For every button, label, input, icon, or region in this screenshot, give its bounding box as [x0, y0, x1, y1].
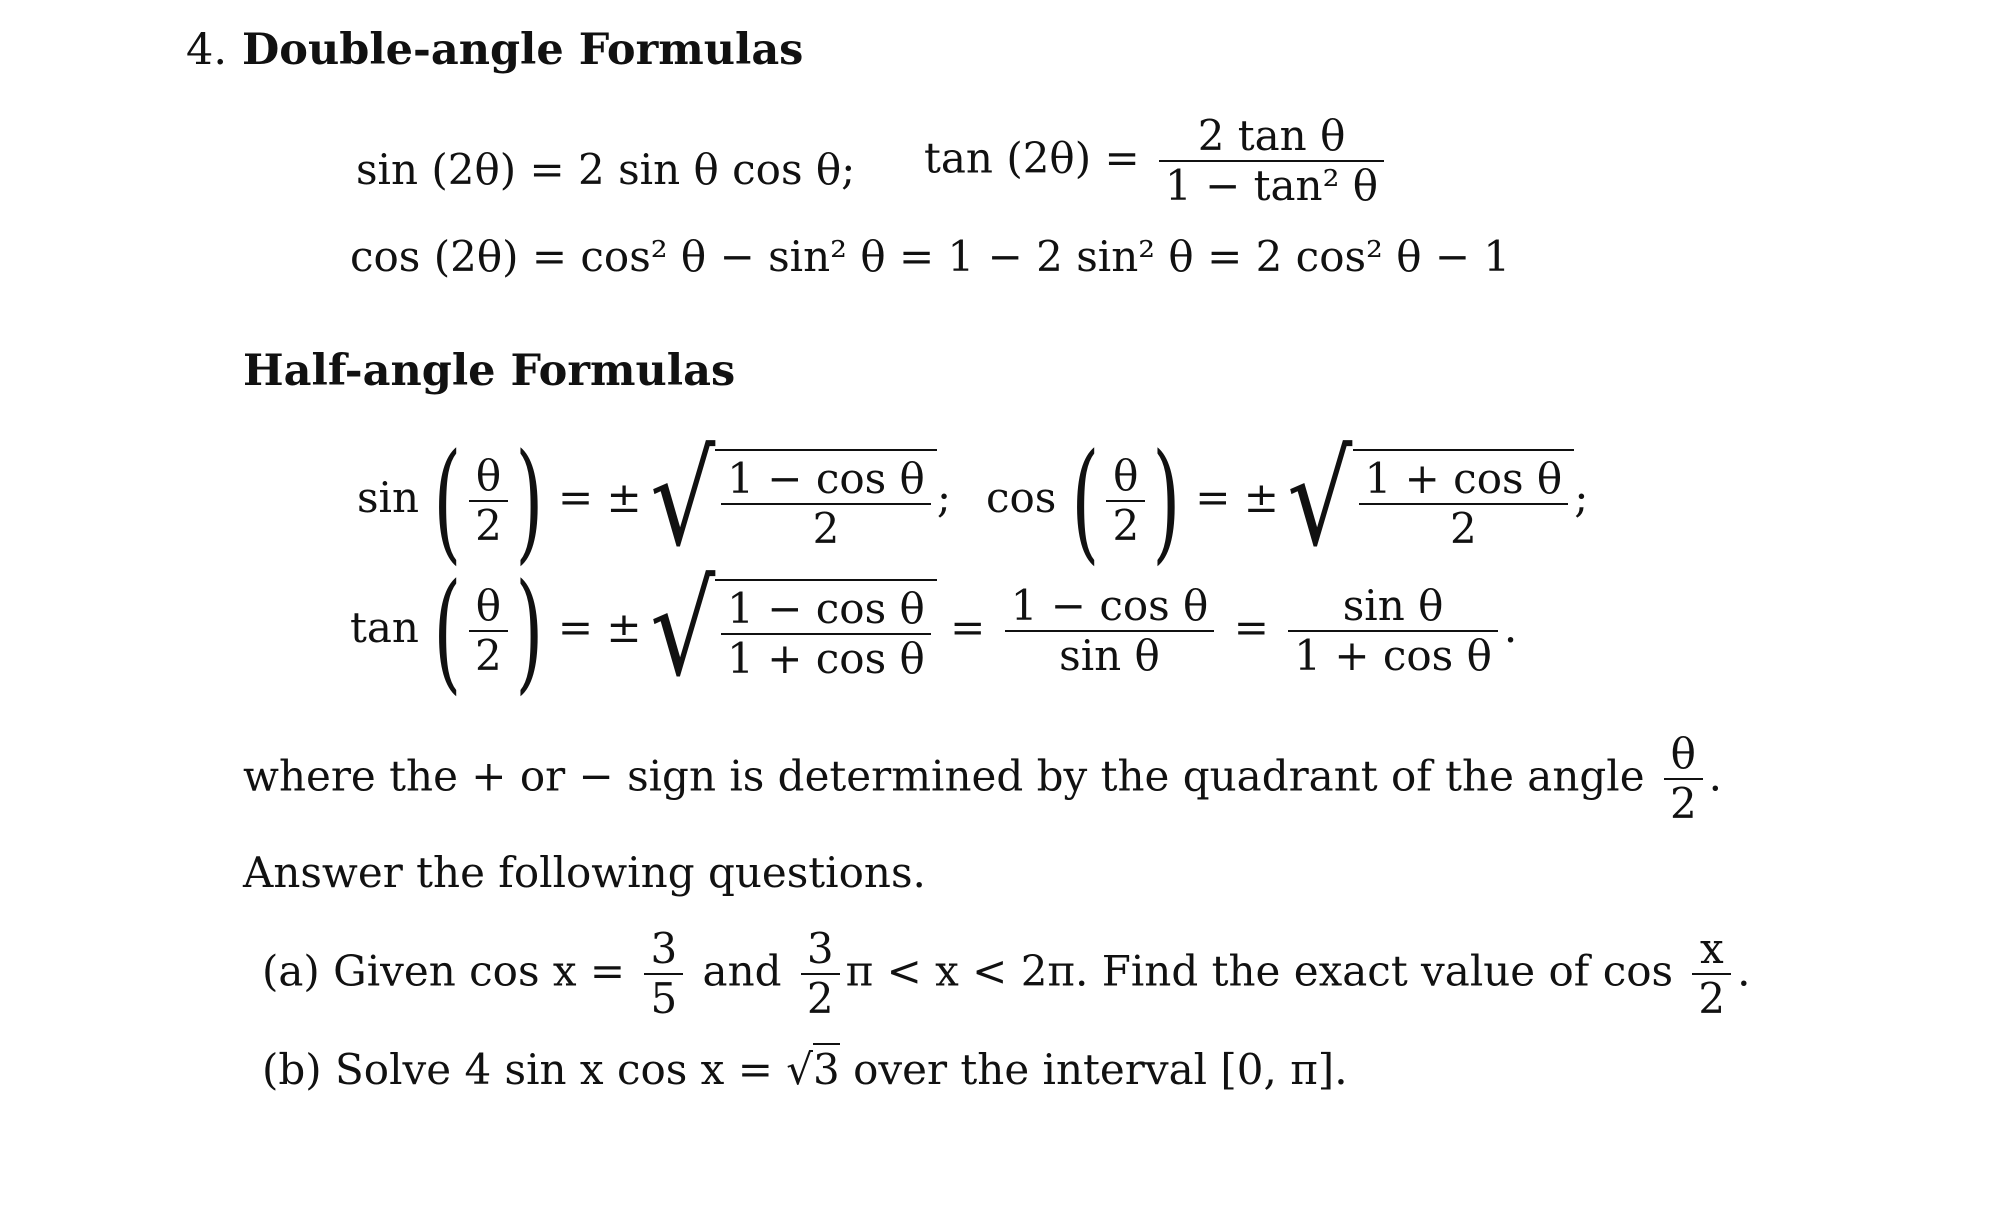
cos-double-angle-formula: cos (2θ) = cos² θ − sin² θ = 1 − 2 sin² θ = 2 cos² θ − 1 [350, 232, 1511, 281]
sin-half-angle-formula: sin ( $\frac{\theta}{2}$ ) = ±√ $\frac{\text{1 − cos θ}}{2}$ ; [357, 425, 952, 577]
note-fraction: $\frac{\theta}{2}$ [1664, 730, 1703, 829]
section-title-double-angle: Double-angle Formulas [242, 25, 804, 75]
sign-note: where the + or − sign is determined by the quadrant of the angle $\frac{\theta}{2}$ . [243, 729, 1723, 829]
problem-number: 4. [186, 25, 228, 75]
theta-over-two: $\frac{\theta}{2}$ [469, 452, 508, 551]
question-label: (b) [262, 1045, 322, 1094]
question-a: (a) Given cos x = $\frac{3}{5}$ and $\frac{3}{2}$ π < x < 2π. Find the exact value of cos $\frac{x}{2}$ . [262, 924, 1751, 1024]
tan-half-fraction-2: $\frac{\text{1 − cos θ}}{\text{sin θ}}$ [1005, 582, 1215, 681]
tan-half-angle-formula: tan ( $\frac{\theta}{2}$ ) = ±√ $\frac{\text{1 − cos θ}}{\text{1 + cos θ}}$ = $\frac{\text{1 − cos θ}}{\text{sin θ}}$ = $\frac{\text{sin θ}}{\text{1 + cos θ}}$ . [350, 555, 1518, 707]
tan-half-fraction-3: $\frac{\text{sin θ}}{\text{1 + cos θ}}$ [1288, 582, 1498, 681]
cos-half-angle-formula: cos ( $\frac{\theta}{2}$ ) = ±√ $\frac{\text{1 + cos θ}}{2}$ ; [986, 425, 1589, 577]
tan-double-angle-formula [924, 112, 1390, 211]
sqrt-expression: √ $\frac{\text{1 + cos θ}}{2}$ [1279, 437, 1574, 565]
instruction-text: Answer the following questions. [243, 848, 926, 897]
tan-lhs: tan (2θ) = [924, 133, 1140, 183]
sqrt-three: √3 [786, 1045, 840, 1094]
sin-double-angle-formula: sin (2θ) = 2 sin θ cos θ; [356, 145, 856, 194]
question-label: (a) [262, 946, 320, 996]
sqrt-expression: √ $\frac{\text{1 − cos θ}}{\text{1 + cos θ}}$ [642, 567, 937, 695]
sqrt-expression: √ $\frac{\text{1 − cos θ}}{2}$ [642, 437, 937, 565]
tan-double-fraction: $\frac{\text{2 tan θ}}{\text{1 − tan² θ}}$ [1159, 112, 1384, 211]
question-b: (b) Solve 4 sin x cos x = √3 over the interval [0, π]. [262, 1045, 1348, 1094]
theta-over-two: $\frac{\theta}{2}$ [469, 582, 508, 681]
problem-heading [186, 25, 803, 75]
section-title-half-angle: Half-angle Formulas [243, 346, 736, 396]
theta-over-two: $\frac{\theta}{2}$ [1106, 452, 1145, 551]
